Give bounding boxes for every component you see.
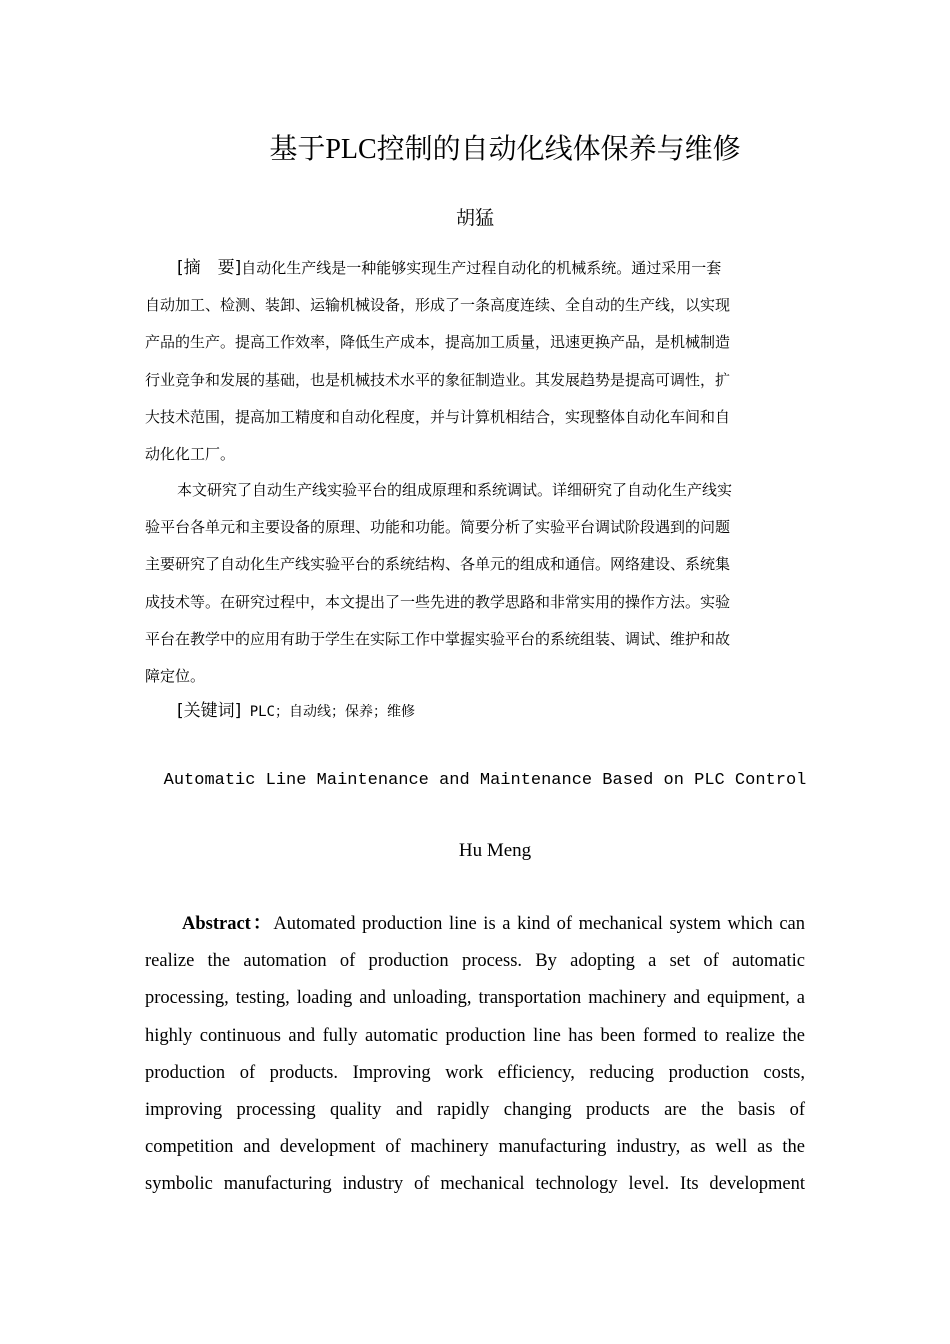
paper-title-chinese: 基于PLC控制的自动化线体保养与维修 bbox=[269, 134, 741, 165]
abstract-cn-line: 大技术范围，提高加工精度和自动化程度，并与计算机相结合，实现整体自动化车间和自 bbox=[145, 407, 731, 426]
abstract-cn-line bbox=[145, 250, 805, 287]
paper-page bbox=[145, 0, 805, 1344]
abstract-en-line: realize the automation of production process. By adopting a set of automatic bbox=[145, 951, 805, 972]
body-cn-line: 验平台各单元和主要设备的原理、功能和功能。简要分析了实验平台调试阶段遇到的问题 bbox=[145, 518, 731, 537]
body-cn-line: 成技术等。在研究过程中，本文提出了一些先进的教学思路和非常实用的操作方法。实验 bbox=[145, 592, 731, 611]
abstract-en-text: Automated production line is a kind of mechanical system which can bbox=[273, 914, 805, 934]
author-name-english: Hu Meng bbox=[458, 840, 532, 861]
body-cn-line: 障定位。 bbox=[145, 666, 206, 685]
abstract-en-line: highly continuous and fully automatic production line has been formed to realize the bbox=[145, 1025, 805, 1046]
body-paragraph-chinese bbox=[145, 472, 805, 695]
abstract-cn-line: 动化化工厂。 bbox=[145, 444, 236, 463]
keywords-label: [关键词] bbox=[177, 701, 242, 721]
body-cn-line: 平台在教学中的应用有助于学生在实际工作中掌握实验平台的系统组装、调试、维护和故 bbox=[145, 629, 731, 648]
abstract-en-line: processing, testing, loading and unloading, transportation machinery and equipment, a bbox=[145, 988, 805, 1009]
body-cn-line: 本文研究了自动生产线实验平台的组成原理和系统调试。详细研究了自动化生产线实 bbox=[177, 481, 733, 499]
abstract-cn-label: [摘 要] bbox=[177, 258, 242, 278]
abstract-en-label: Abstract： bbox=[182, 914, 274, 934]
keywords-values: PLC；自动线；保养；维修 bbox=[241, 704, 415, 720]
abstract-en-line: symbolic manufacturing industry of mechanical technology level. Its development bbox=[145, 1174, 805, 1195]
body-cn-line: 主要研究了自动化生产线实验平台的系统结构、各单元的组成和通信。网络建设、系统集 bbox=[145, 555, 731, 574]
abstract-cn-line: 行业竞争和发展的基础，也是机械技术水平的象征制造业。其发展趋势是提高可调性，扩 bbox=[145, 370, 731, 389]
abstract-chinese bbox=[145, 250, 805, 473]
abstract-cn-line: 自动加工、检测、装卸、运输机械设备，形成了一条高度连续、全自动的生产线，以实现 bbox=[145, 296, 731, 315]
abstract-en-line: competition and development of machinery manufacturing industry, as well as the bbox=[145, 1137, 805, 1158]
abstract-cn-text: 自动化生产线是一种能够实现生产过程自动化的机械系统。通过采用一套 bbox=[241, 259, 722, 277]
abstract-cn-line: 产品的生产。提高工作效率，降低生产成本，提高加工质量，迅速更换产品，是机械制造 bbox=[145, 333, 731, 352]
abstract-en-line bbox=[145, 906, 805, 943]
paper-title-english: Automatic Line Maintenance and Maintenance Based on PLC Control bbox=[163, 771, 807, 790]
keywords-chinese bbox=[177, 697, 415, 726]
abstract-en-line: improving processing quality and rapidly changing products are the basis of bbox=[145, 1099, 805, 1120]
abstract-en-line: production of products. Improving work efficiency, reducing production costs, bbox=[145, 1062, 805, 1083]
author-name-chinese: 胡猛 bbox=[455, 207, 494, 229]
abstract-english bbox=[145, 906, 805, 1204]
